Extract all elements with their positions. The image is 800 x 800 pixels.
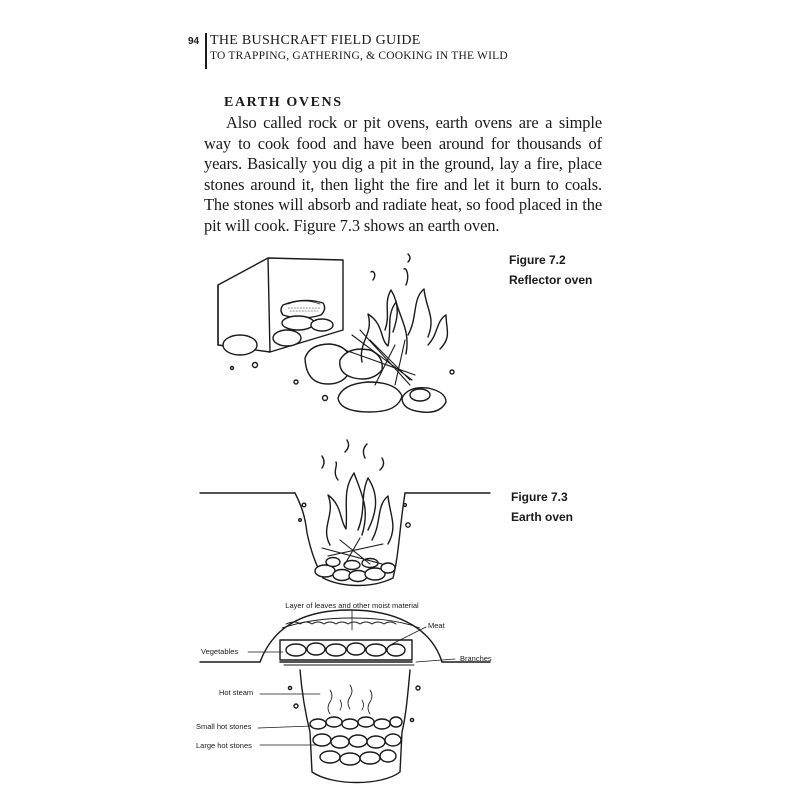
label-branches: Branches	[460, 654, 492, 663]
label-large-hot-stones: Large hot stones	[196, 741, 252, 750]
figure-title: Earth oven	[511, 510, 574, 524]
figure-title: Reflector oven	[509, 273, 593, 287]
page-number: 94	[188, 36, 200, 47]
figure-number: Figure 7.2	[509, 253, 566, 267]
section-heading: EARTH OVENS	[224, 95, 343, 110]
reflector-oven-illustration	[218, 254, 454, 412]
label-small-hot-stones: Small hot stones	[196, 722, 252, 731]
label-hot-steam: Hot steam	[219, 688, 254, 697]
body-paragraph: Also called rock or pit ovens, earth ovens are a simple way to cook food and have been around for thousands of years. Basically you dig a pit in the ground, lay a fire, place stones around it, then light the fire and let it burn to coals. The stones will absorb and radiate heat, so food placed in the pit will cook. Figure 7.3 shows an earth oven.	[204, 113, 602, 235]
earth-oven-fire-illustration	[200, 440, 490, 586]
figure-number: Figure 7.3	[511, 490, 568, 504]
label-leaves-layer: Layer of leaves and other moist material	[285, 601, 419, 610]
book-subtitle: TO TRAPPING, GATHERING, & COOKING IN THE WILD	[210, 50, 508, 62]
label-vegetables: Vegetables	[201, 647, 239, 656]
book-title: THE BUSHCRAFT FIELD GUIDE	[210, 33, 421, 48]
label-meat: Meat	[428, 621, 445, 630]
